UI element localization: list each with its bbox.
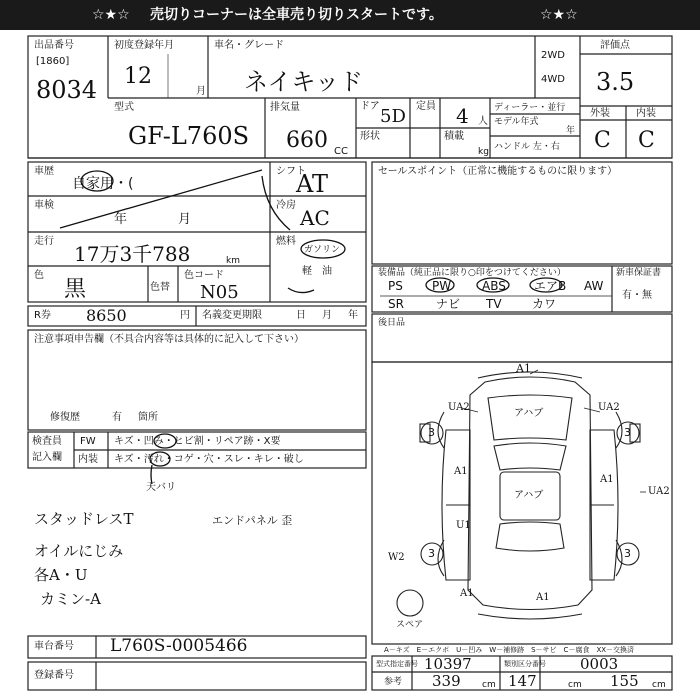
model-code-label: 型式指定番号: [376, 660, 418, 668]
name-change-month: 月: [322, 310, 332, 321]
length-unit: cm: [482, 680, 496, 690]
shift-value: AT: [296, 170, 329, 198]
score-label: 評価点: [600, 40, 630, 51]
registration-month-unit: 月: [196, 86, 206, 97]
recycle-value: 8650: [86, 306, 127, 325]
shift-label: シフト: [276, 166, 306, 177]
fuel-diesel: 軽 油: [302, 266, 332, 277]
interior-label: 内装: [636, 108, 656, 119]
model-code-value: 10397: [424, 655, 472, 673]
capacity-unit: 人: [478, 116, 488, 127]
ac-value: AC: [300, 206, 330, 230]
width-value: 147: [508, 672, 537, 690]
inspector-fw-items: キズ・凹み・ヒビ割・リペア跡・X要: [114, 436, 281, 447]
car-name-label: 車名・グレード: [214, 40, 284, 51]
new-car-warranty-value: 有・無: [622, 290, 652, 301]
annot-w2: W2: [388, 552, 405, 563]
banner-stars-left: ☆★☆: [92, 7, 130, 23]
dealer-label: ディーラー・並行: [494, 103, 566, 113]
banner-title: 売切りコーナーは全車売り切りスタートです。: [150, 7, 443, 23]
load-label: 積載: [444, 131, 464, 142]
annot-u1: U1: [456, 520, 471, 531]
chassis-label: 車台番号: [34, 641, 74, 652]
mileage-value: 17万3千788: [74, 242, 191, 266]
annot-a1-bottom: A1: [460, 588, 474, 599]
scratch-note: 天バリ: [146, 482, 176, 493]
category-label: 類別区分番号: [504, 660, 546, 668]
inspection-month-unit: 月: [178, 212, 192, 227]
chassis-value: L760S-0005466: [110, 636, 248, 656]
tire-front-left: 3: [428, 426, 435, 439]
recycle-unit: 円: [180, 310, 190, 321]
model-year-unit: 年: [566, 126, 576, 136]
note-each-au: 各A・U: [34, 566, 88, 584]
inspector-interior-items: キズ・汚れ・コゲ・穴・スレ・キレ・破し: [114, 454, 304, 465]
tire-rear-right: 3: [624, 547, 631, 560]
repair-history-suffix: 箇所: [138, 412, 158, 423]
cc-value: 660: [286, 128, 328, 153]
equip-airbag: エアB: [534, 279, 567, 293]
lot-label: 出品番号: [34, 40, 74, 51]
height-value: 155: [610, 672, 639, 690]
annot-a1-right: A1: [600, 474, 614, 485]
name-change-label: 名義変更期限: [202, 310, 262, 321]
color-change-label: 色替: [150, 282, 170, 293]
spare-label: スペア: [396, 620, 424, 630]
equip-leather: カワ: [532, 297, 557, 311]
annot-ua2-right: UA2: [598, 402, 620, 413]
annot-a1-left: A1: [454, 466, 468, 477]
color-code-label: 色コード: [184, 270, 224, 281]
repair-history-value: 有: [112, 412, 122, 423]
ac-label: 冷房: [276, 200, 296, 211]
shape-label: 形状: [360, 131, 380, 142]
equipment-label: 装備品（純正品に限り○印をつけてください）: [378, 268, 566, 278]
car-name-value: ネイキッド: [244, 68, 364, 96]
history-label: 車歴: [34, 166, 54, 177]
notes-label: 注意事項申告欄（不具合内容等は具体的に記入して下さい）: [34, 334, 304, 345]
load-unit: kg: [478, 147, 489, 157]
repair-history-label: 修復歴: [50, 412, 80, 423]
name-change-day: 日: [296, 310, 306, 321]
equip-ps: PS: [388, 279, 403, 293]
annot-ua2-left: UA2: [448, 402, 470, 413]
interior-grade: C: [638, 128, 655, 153]
equip-abs: ABS: [482, 279, 506, 293]
fuel-label: 燃料: [276, 236, 296, 247]
drive-4wd: 4WD: [541, 74, 565, 85]
capacity-value: 4: [456, 104, 469, 128]
damage-legend: A－キズ E－エクボ U－凹み W－補修跡 S－サビ C－腐食 XX－交換済: [384, 646, 635, 654]
tire-rear-left: 3: [428, 547, 435, 560]
length-value: 339: [432, 672, 461, 690]
inspector-interior: 内装: [78, 454, 98, 465]
door-value: 5D: [380, 106, 406, 127]
banner-stars-right: ☆★☆: [540, 7, 578, 23]
rear-items-label: 後日品: [378, 318, 406, 328]
tire-front-right: 3: [624, 426, 631, 439]
registration-label: 初度登録年月: [114, 40, 174, 51]
equip-sr: SR: [388, 297, 404, 311]
exterior-grade: C: [594, 128, 611, 153]
mileage-unit: km: [226, 256, 240, 266]
recycle-label: R券: [34, 310, 51, 321]
new-car-warranty-label: 新車保証書: [616, 268, 662, 278]
inspector-entry-label: 記入欄: [32, 452, 62, 463]
cc-label: 排気量: [270, 102, 300, 113]
color-value: 黒: [64, 277, 87, 302]
lot-code: [1860]: [36, 56, 70, 67]
capacity-label: 定員: [416, 101, 436, 112]
lot-number: 8034: [36, 76, 98, 104]
handle-label: ハンドル 左・右: [494, 142, 560, 152]
note-studless: スタッドレスT: [34, 510, 134, 528]
registration-number-label: 登録番号: [34, 670, 74, 681]
drive-2wd: 2WD: [541, 50, 565, 61]
registration-year: 12: [124, 64, 152, 89]
equip-aw: AW: [584, 279, 604, 293]
door-label: ドア: [360, 101, 380, 112]
equip-navi: ナビ: [436, 297, 461, 311]
annot-a1-rear: A1: [536, 592, 550, 603]
note-oil: オイルにじみ: [34, 542, 124, 560]
exterior-label: 外装: [590, 108, 610, 119]
height-unit: cm: [652, 680, 666, 690]
annot-a1-top: A1: [516, 362, 531, 375]
annot-ahb-hood: アハブ: [514, 408, 544, 419]
sales-point-label: セールスポイント（正常に機能するものに限ります）: [378, 166, 618, 177]
note-kamin: カミン-A: [40, 590, 101, 608]
side-note: エンドパネル 歪: [212, 514, 293, 527]
annot-ahb-roof: アハブ: [514, 490, 544, 501]
model-label: 型式: [114, 102, 134, 113]
color-code-value: N05: [200, 282, 239, 303]
cc-unit: CC: [334, 146, 348, 157]
score-value: 3.5: [596, 68, 635, 96]
fuel-gasoline: ガソリン: [304, 245, 341, 255]
history-value: 自家用・(: [72, 176, 134, 192]
equip-tv: TV: [486, 297, 502, 311]
inspector-fw: FW: [80, 436, 96, 447]
inspection-label: 車検: [34, 200, 54, 211]
color-label: 色: [34, 270, 44, 281]
model-value: GF-L760S: [128, 122, 250, 150]
inspector-label: 検査員: [32, 436, 62, 447]
ref-label: 参考: [384, 677, 403, 687]
model-year-label: モデル年式: [494, 117, 539, 127]
category-value: 0003: [580, 655, 619, 673]
name-change-year: 年: [348, 310, 358, 321]
equip-pw: PW: [432, 279, 452, 293]
inspection-year-unit: 年: [114, 212, 128, 227]
mileage-label: 走行: [34, 236, 54, 247]
annot-ua2-side: UA2: [648, 486, 670, 497]
width-unit: cm: [568, 680, 582, 690]
